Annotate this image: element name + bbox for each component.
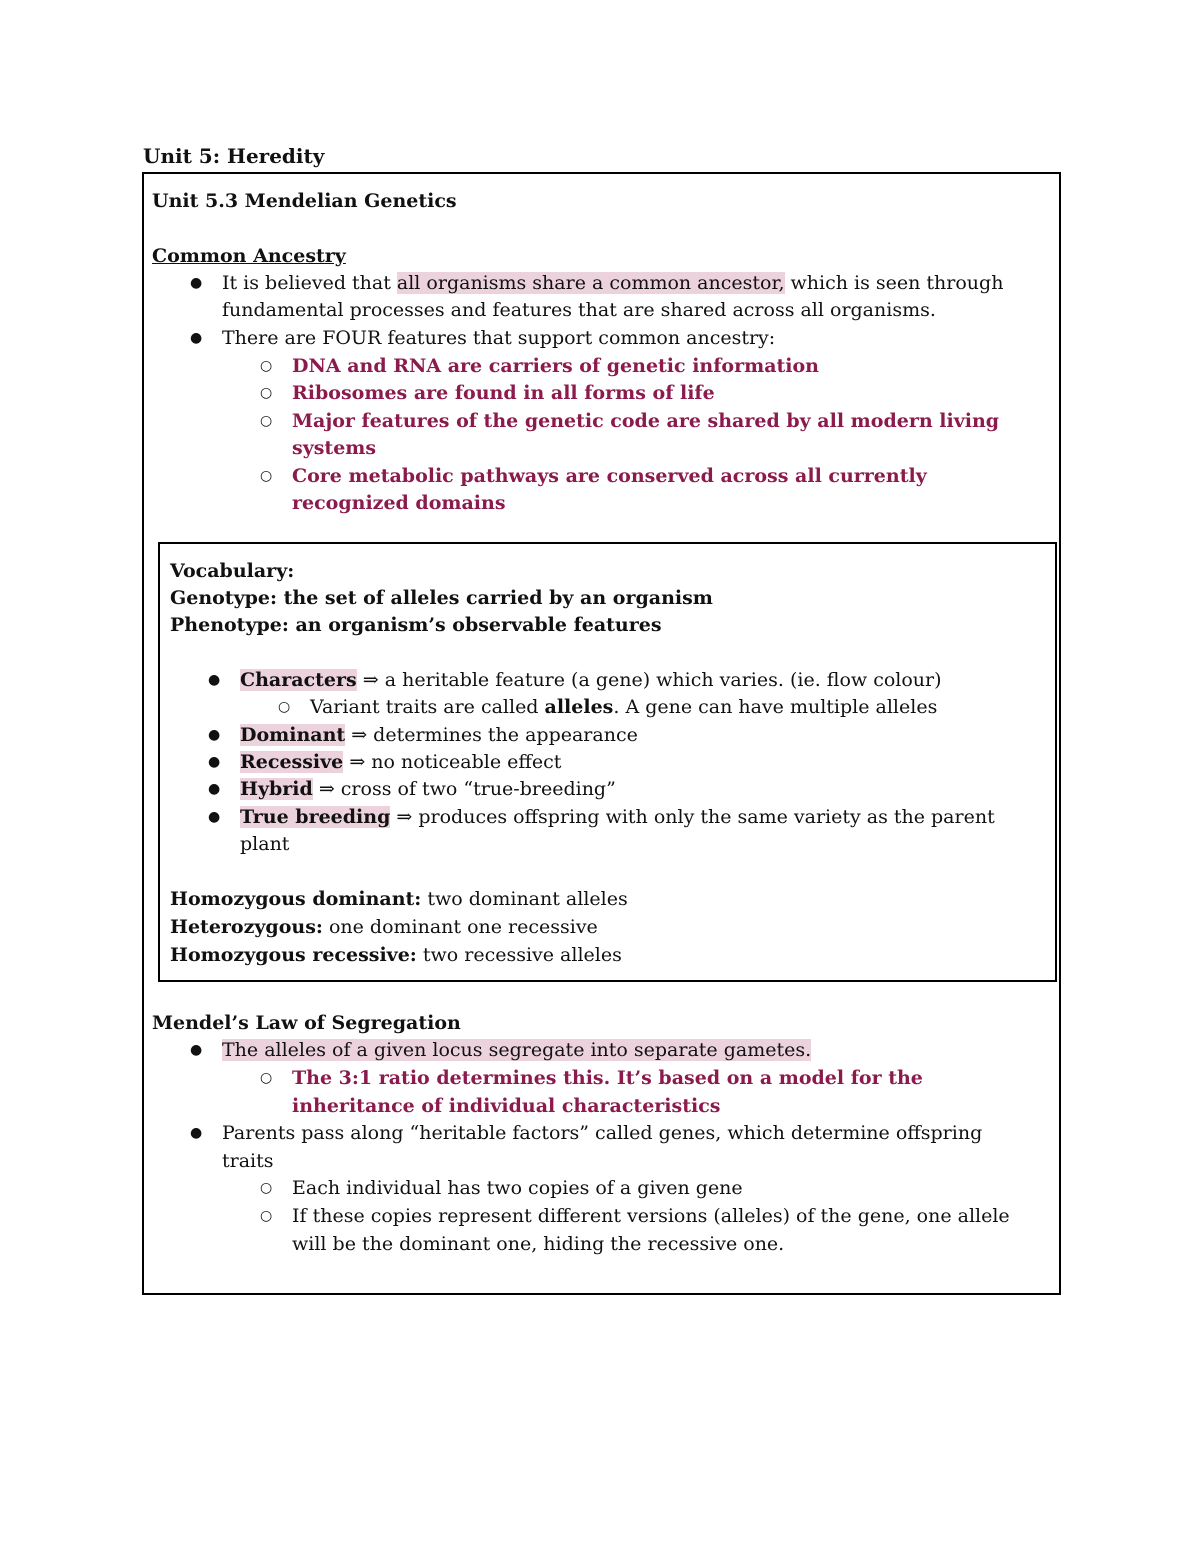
highlighted-text: all organisms share a common ancestor, — [396, 272, 785, 294]
feature-item-continued: recognized domains — [292, 492, 506, 514]
bullet-icon: ● — [208, 727, 221, 743]
bullet-icon: ● — [190, 330, 203, 346]
homozygous-recessive: Homozygous recessive: two recessive alleles — [170, 944, 622, 966]
feature-item-continued: systems — [292, 437, 377, 459]
circle-bullet-icon: ○ — [260, 1180, 273, 1196]
notes-box — [142, 172, 1061, 1295]
vocabulary-heading: Vocabulary: — [170, 560, 295, 582]
circle-bullet-icon: ○ — [260, 468, 273, 484]
feature-item: DNA and RNA are carriers of genetic information — [292, 355, 819, 377]
list-item-continued: fundamental processes and features that are shared across all organisms. — [222, 299, 936, 321]
list-item: Parents pass along “heritable factors” called genes, which determine offspring — [222, 1122, 983, 1144]
segregation-subitem: The 3:1 ratio determines this. It’s based on a model for the — [292, 1067, 923, 1089]
bullet-icon: ● — [208, 672, 221, 688]
circle-bullet-icon: ○ — [278, 699, 291, 715]
vocab-item: True breeding ⇒ produces offspring with only the same variety as the parent — [240, 806, 995, 828]
segregation-subitem: Each individual has two copies of a given gene — [292, 1177, 743, 1199]
bullet-icon: ● — [190, 1042, 203, 1058]
segregation-heading: Mendel’s Law of Segregation — [152, 1012, 461, 1034]
vocab-term: True breeding — [240, 806, 391, 828]
circle-bullet-icon: ○ — [260, 358, 273, 374]
genotype-definition: Genotype: the set of alleles carried by an organism — [170, 587, 713, 609]
common-ancestry-heading: Common Ancestry — [152, 245, 346, 267]
bullet-icon: ● — [190, 275, 203, 291]
vocab-term: Hybrid — [240, 778, 313, 800]
list-item — [222, 1037, 811, 1064]
segregation-subitem-continued: will be the dominant one, hiding the recessive one. — [292, 1233, 785, 1255]
homozygous-dominant: Homozygous dominant: two dominant alleles — [170, 888, 628, 910]
list-item: There are FOUR features that support common ancestry: — [222, 327, 776, 349]
bullet-icon: ● — [208, 781, 221, 797]
feature-item: Major features of the genetic code are shared by all modern living — [292, 410, 1000, 432]
vocab-item: Dominant ⇒ determines the appearance — [240, 724, 638, 746]
list-item-continued: traits — [222, 1150, 274, 1172]
vocab-term: Characters — [240, 669, 357, 691]
bullet-icon: ● — [208, 809, 221, 825]
phenotype-definition: Phenotype: an organism’s observable features — [170, 614, 662, 636]
vocab-subitem: Variant traits are called alleles. A gene can have multiple alleles — [310, 696, 938, 718]
segregation-subitem: If these copies represent different versions (alleles) of the gene, one allele — [292, 1205, 1010, 1227]
vocabulary-box — [158, 542, 1057, 982]
heterozygous: Heterozygous: one dominant one recessive — [170, 916, 598, 938]
document-title: Unit 5: Heredity — [143, 144, 325, 168]
vocab-item: Hybrid ⇒ cross of two “true-breeding” — [240, 778, 616, 800]
circle-bullet-icon: ○ — [260, 1208, 273, 1224]
section-title: Unit 5.3 Mendelian Genetics — [152, 190, 457, 212]
vocab-term: Dominant — [240, 724, 346, 746]
feature-item: Core metabolic pathways are conserved across all currently — [292, 465, 927, 487]
bullet-icon: ● — [190, 1125, 203, 1141]
feature-item: Ribosomes are found in all forms of life — [292, 382, 715, 404]
circle-bullet-icon: ○ — [260, 1070, 273, 1086]
circle-bullet-icon: ○ — [260, 413, 273, 429]
segregation-subitem-continued: inheritance of individual characteristics — [292, 1095, 721, 1117]
vocab-item: Recessive ⇒ no noticeable effect — [240, 751, 562, 773]
vocab-item-continued: plant — [240, 833, 290, 855]
vocab-term: Recessive — [240, 751, 344, 773]
circle-bullet-icon: ○ — [260, 385, 273, 401]
highlighted-text: The alleles of a given locus segregate into separate gametes. — [222, 1039, 812, 1061]
bullet-icon: ● — [208, 754, 221, 770]
list-item: It is believed that all organisms share a common ancestor, which is seen through — [222, 272, 1004, 294]
vocab-item: Characters ⇒ a heritable feature (a gene) which varies. (ie. flow colour) — [240, 669, 942, 691]
